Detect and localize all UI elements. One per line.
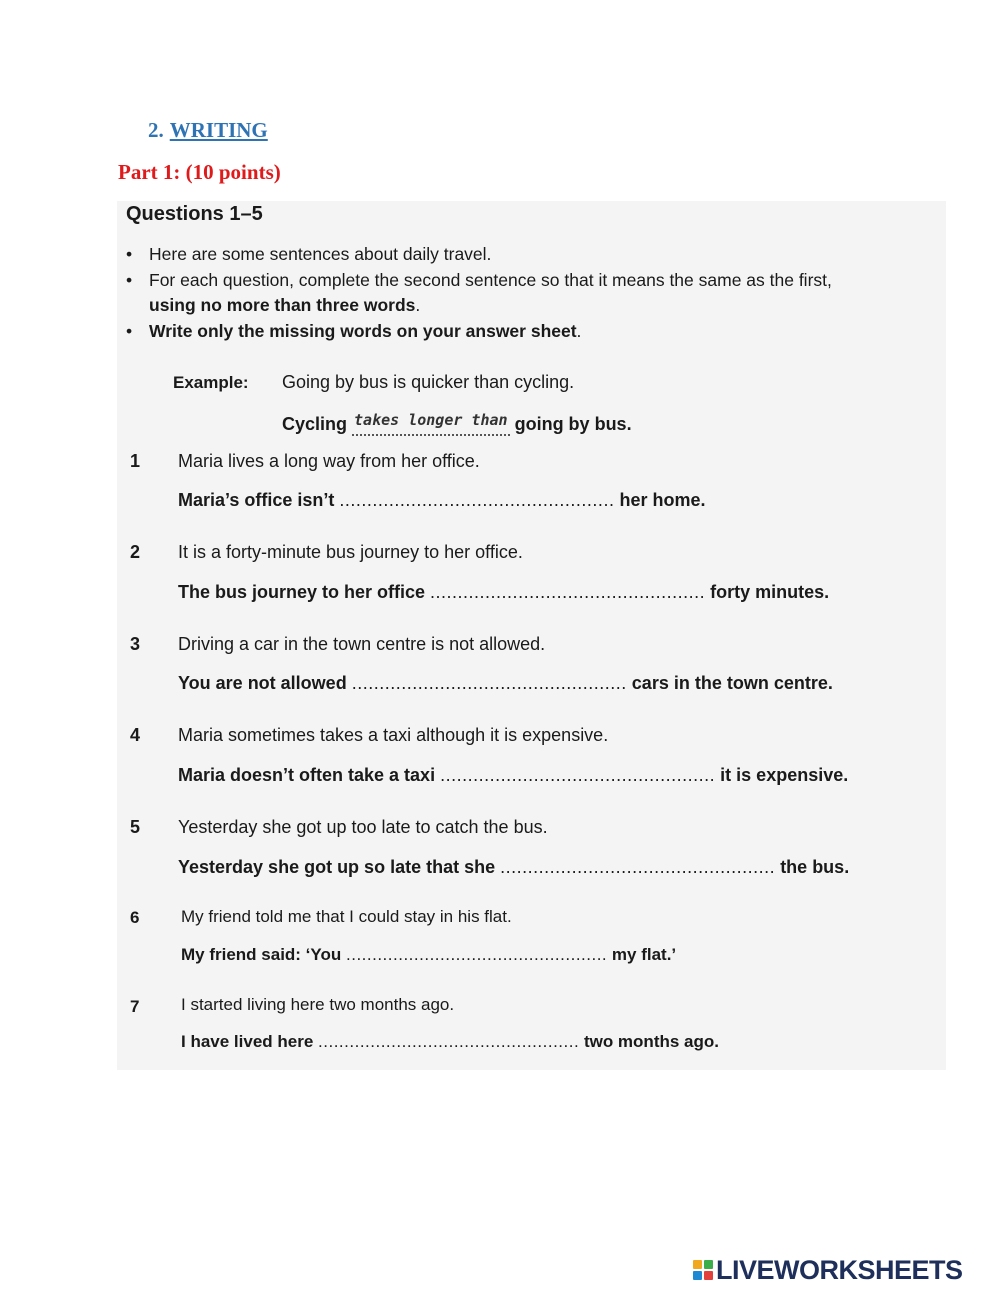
example-sentence: Going by bus is quicker than cycling.	[282, 372, 575, 392]
liveworksheets-logo	[693, 1256, 963, 1284]
question-sentence: It is a forty-minute bus journey to her office.	[178, 542, 523, 562]
section-title: WRITING	[169, 118, 268, 142]
question-sentence: I started living here two months ago.	[181, 995, 455, 1014]
question-rewrite: My friend said: ‘You .................................................. my flat.’	[181, 945, 677, 964]
section-number: 2.	[148, 118, 164, 142]
logo-text: LIVEWORKSHEETS	[716, 1254, 963, 1285]
example-label: Example:	[173, 373, 249, 392]
part-heading: Part 1: (10 points)	[118, 160, 281, 184]
question-sentence: Driving a car in the town centre is not allowed.	[178, 634, 546, 654]
question-number: 4	[130, 725, 141, 745]
question-sentence: Maria lives a long way from her office.	[178, 451, 480, 471]
question-rewrite: You are not allowed .................................................. cars in the town centre.	[178, 673, 833, 693]
questions-title: Questions 1–5	[126, 203, 263, 225]
question-sentence: Maria sometimes takes a taxi although it is expensive.	[178, 725, 609, 745]
question-number: 7	[130, 997, 140, 1016]
question-number: 1	[130, 451, 141, 471]
question-rewrite: Yesterday she got up so late that she .................................................. the bus.	[178, 857, 850, 877]
answer-blank[interactable]: ..................................................	[440, 765, 716, 785]
section-heading	[148, 118, 268, 143]
example-answer-line: Cycling $^{takes longer than}$ going by bus.	[282, 411, 632, 434]
logo-blocks-icon	[693, 1260, 713, 1280]
example-answer: takes longer than	[352, 414, 510, 436]
question-number: 3	[130, 634, 141, 654]
question-number: 5	[130, 817, 141, 837]
question-rewrite: I have lived here .................................................. two months ago.	[181, 1032, 719, 1051]
question-rewrite: The bus journey to her office .................................................. forty minutes.	[178, 582, 830, 602]
question-sentence: My friend told me that I could stay in his flat.	[181, 907, 512, 926]
answer-blank[interactable]: ..................................................	[500, 857, 776, 877]
answer-blank[interactable]: ..................................................	[318, 1032, 580, 1051]
question-rewrite: Maria doesn’t often take a taxi .................................................. it is expensive.	[178, 765, 849, 785]
answer-blank[interactable]: ..................................................	[346, 945, 608, 964]
answer-blank[interactable]: ..................................................	[339, 490, 615, 510]
question-sentence: Yesterday she got up too late to catch the bus.	[178, 817, 548, 837]
question-number: 2	[130, 542, 141, 562]
answer-blank[interactable]: ..................................................	[351, 673, 627, 693]
question-rewrite: Maria’s office isn’t .................................................. her home.	[178, 490, 706, 510]
answer-blank[interactable]: ..................................................	[430, 582, 706, 602]
question-number: 6	[130, 908, 140, 927]
